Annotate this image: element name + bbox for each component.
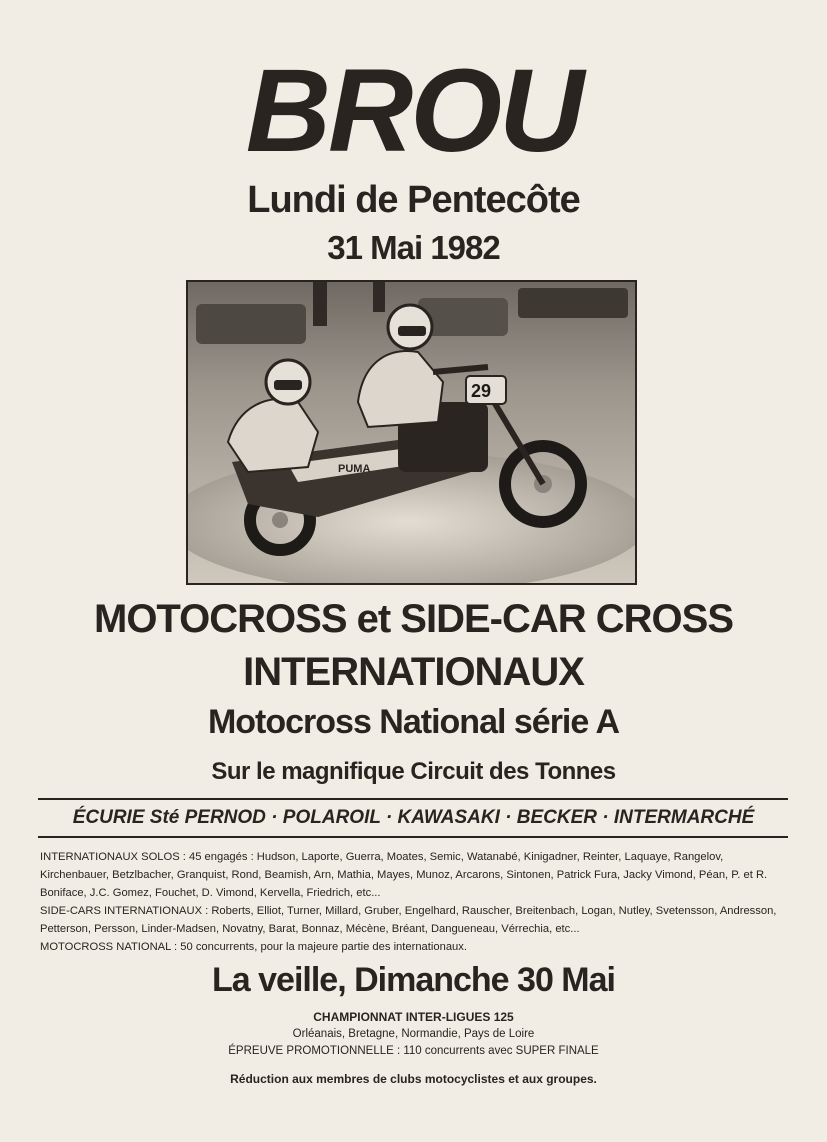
participant-list (40, 848, 790, 956)
sidecar-sponsor-text: PUMA (338, 463, 371, 475)
sidecar-illustration (188, 282, 635, 583)
headline-national: Motocross National série A (207, 703, 620, 741)
sponsor-line: ÉCURIE Sté PERNOD · POLAROIL · KAWASAKI · BECKER · INTERMARCHÉ (72, 807, 755, 828)
divider-bottom (38, 836, 788, 838)
sidecars-paragraph: SIDE-CARS INTERNATIONAUX : Roberts, Elliot, Turner, Millard, Gruber, Engelhard, Rauscher, Breitenbach, Logan, Nutley, Svetensson, Andresson, Petterson, Persson, Linder-Madsen, Novatny, Barat, Bonnaz, Mécène, Bréant, Dangueneau, Vérrechia, etc... (40, 905, 777, 935)
veille-title: La veille, Dimanche 30 Mai (212, 961, 615, 999)
championship-title: CHAMPIONNAT INTER-LIGUES 125 (313, 1010, 514, 1024)
regions-text: Orléanais, Bretagne, Normandie, Pays de Loire (292, 1028, 535, 1040)
sidecar-photo (186, 280, 637, 585)
poster-title: BROU (245, 45, 582, 177)
headline-internationaux: INTERNATIONAUX (243, 650, 584, 694)
reduction-text: Réduction aux membres de clubs motocyclistes et aux groupes. (230, 1072, 597, 1086)
solos-paragraph: INTERNATIONAUX SOLOS : 45 engagés : Hudson, Laporte, Guerra, Moates, Semic, Watanabé, Kinigadner, Reinter, Laquaye, Rangelov, Kirchenbauer, Betzlbacher, Granquist, Rond, Beamish, Arn, Mathia, Mayes, Munoz, Arcarons, Sintonen, Patrick Fura, Jacky Vimond, Péan, P. et R. Boniface, J.C. Gomez, Fouchet, D. Vimond, Kervella, Friedrich, etc... (40, 851, 768, 899)
national-paragraph: MOTOCROSS NATIONAL : 50 concurrents, pour la majeure partie des internationaux. (40, 941, 467, 953)
divider-top (38, 798, 788, 800)
event-day: Lundi de Pentecôte (247, 179, 580, 221)
rider-number: 29 (471, 381, 492, 401)
headline-circuit: Sur le magnifique Circuit des Tonnes (211, 758, 616, 785)
epreuve-text: ÉPREUVE PROMOTIONNELLE : 110 concurrents avec SUPER FINALE (228, 1045, 599, 1057)
headline-motocross: MOTOCROSS et SIDE-CAR CROSS (94, 597, 733, 641)
event-date: 31 Mai 1982 (327, 229, 500, 266)
